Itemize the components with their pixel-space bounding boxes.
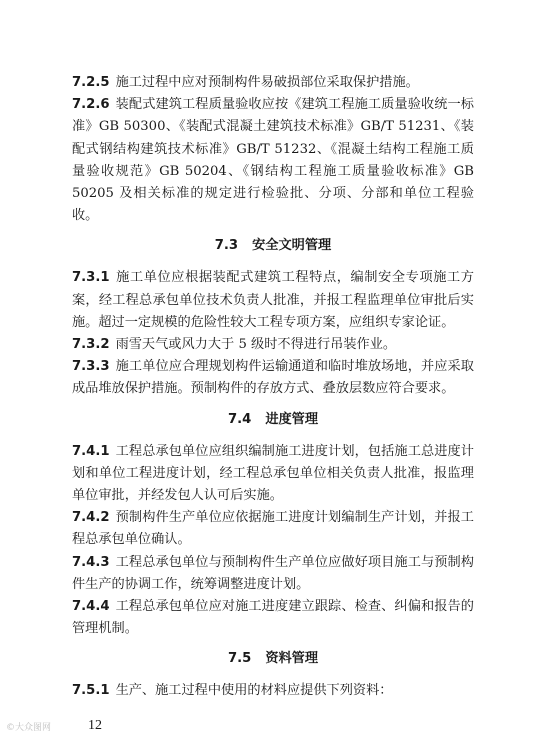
watermark: ©大众图网 <box>6 723 52 733</box>
clause-7-4-4: 7.4.4 工程总承包单位应对施工进度建立跟踪、检查、纠偏和报告的管理机制。 <box>72 599 474 637</box>
clause-7-3-3: 7.3.3 施工单位应合理规划构件运输通道和临时堆放场地，并应采取成品堆放保护措施。预制构件的存放方式、叠放层数应符合要求。 <box>72 359 474 397</box>
clause-7-3-1: 7.3.1 施工单位应根据装配式建筑工程特点，编制安全专项施工方案，经工程总承包单位技术负责人批准，并报工程监理单位审批后实施。超过一定规模的危险性较大工程专项方案，应组织专家论证。 <box>72 270 474 330</box>
page-number: 12 <box>88 718 102 733</box>
clause-7-4-3: 7.4.3 工程总承包单位与预制构件生产单位应做好项目施工与预制构件生产的协调工作，统筹调整进度计划。 <box>72 554 474 592</box>
clause-7-4-1: 7.4.1 工程总承包单位应组织编制施工进度计划，包括施工总进度计划和单位工程进度计划，经工程总承包单位相关负责人批准，报监理单位审批，并经发包人认可后实施。 <box>72 443 474 504</box>
clause-7-4-2: 7.4.2 预制构件生产单位应依据施工进度计划编制生产计划，并报工程总承包单位确认。 <box>72 510 474 548</box>
clause-7-3-2: 7.3.2 雨雪天气或风力大于 5 级时不得进行吊装作业。 <box>72 337 397 353</box>
section-heading-7-3: 7.3 安全文明管理 <box>214 238 332 254</box>
document-body <box>72 72 474 703</box>
clause-7-2-6: 7.2.6 装配式建筑工程质量验收应按《建筑工程施工质量验收统一标准》GB 50300、《装配式混凝土建筑技术标准》GB/T 51231、《装配式钢结构建筑技术标准》GB/T 51232、《混凝土结构工程施工质量验收规范》GB 50204、《钢结构工程施工质量验收标准》GB 50205 及相关标准的规定进行检验批、分项、分部和单位工程验收。 <box>72 97 474 224</box>
clause-7-5-1: 7.5.1 生产、施工过程中使用的材料应提供下列资料： <box>72 683 393 699</box>
section-heading-7-5: 7.5 资料管理 <box>227 651 319 667</box>
clause-7-2-5: 7.2.5 施工过程中应对预制构件易破损部位采取保护措施。 <box>72 75 419 90</box>
section-heading-7-4: 7.4 进度管理 <box>227 411 319 427</box>
